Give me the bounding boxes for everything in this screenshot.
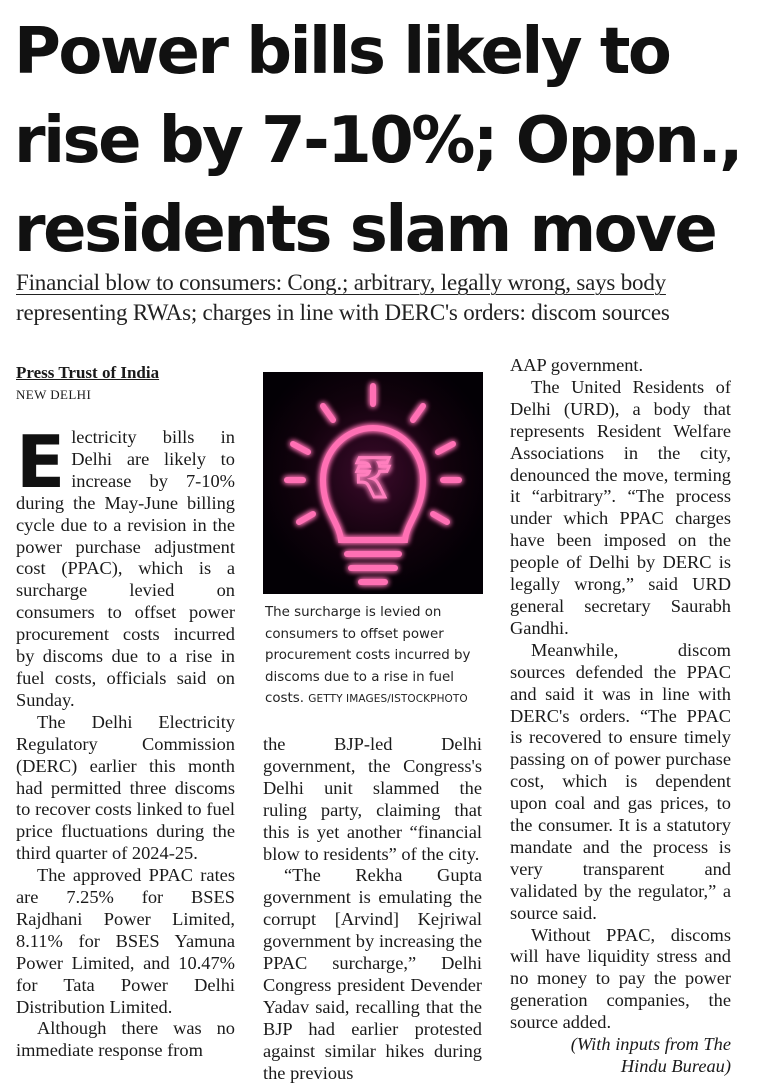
- article-paragraph: the BJP-led Delhi government, the Congress's Delhi unit slammed the ruling party, claiming that this is yet another “financial blow to residents” of the city.: [263, 734, 482, 864]
- rupee-symbol: ₹: [354, 447, 392, 510]
- lightbulb-rupee-photo: [263, 372, 483, 594]
- standfirst-line: representing RWAs; charges in line with DERC's orders: discom sources: [16, 300, 670, 325]
- caption-text: The surcharge is levied on consumers to offset power procurement costs incurred by discoms due to a rise in fuel costs.: [265, 605, 471, 706]
- article-paragraph: The United Residents of Delhi (URD), a body that represents Resident Welfare Associations in the city, denounced the move, terming it “arbitrary”. “The process under which PPAC charges have been imposed on the people of Delhi by DERC is legally wrong,” said URD general secretary Saurabh Gandhi.: [510, 376, 731, 638]
- drop-cap: E: [16, 420, 66, 504]
- standfirst-line: Financial blow to consumers: Cong.; arbitrary, legally wrong, says body: [16, 270, 666, 295]
- article-column-3: [510, 355, 731, 1078]
- headline-line: residents slam move: [14, 193, 716, 267]
- article-paragraph: “The Rekha Gupta government is emulating the corrupt [Arvind] Kejriwal government by increasing the PPAC surcharge,” Delhi Congress president Devender Yadav said, recalling that the BJP had earlier protested against similar hikes during the previous: [263, 865, 482, 1083]
- article-column-2: [263, 734, 482, 1085]
- lightbulb-icon: [263, 372, 483, 594]
- standfirst: [16, 268, 761, 328]
- article-paragraph: AAP government.: [510, 355, 644, 375]
- byline: Press Trust of India: [16, 363, 160, 382]
- article-paragraph: Although there was no immediate response from: [16, 1018, 235, 1061]
- headline-line: Power bills likely to: [14, 15, 670, 89]
- article-paragraph: The approved PPAC rates are 7.25% for BSES Rajdhani Power Limited, 8.11% for BSES Yamuna Power Limited, and 10.47% for Tata Power Delhi Distribution Limited.: [16, 865, 235, 1017]
- headline-line: rise by 7-10%; Oppn.,: [14, 104, 741, 178]
- article-column-1: [16, 362, 235, 1062]
- photo-caption: [265, 602, 487, 711]
- article-paragraph: Without PPAC, discoms will have liquidity stress and no money to pay the power generation companies, the source added.: [510, 924, 731, 1033]
- headline: [14, 8, 764, 275]
- article-paragraph: [16, 420, 235, 712]
- article-paragraph: Meanwhile, discom sources defended the PPAC and said it was in line with DERC's orders. “The PPAC is recovered to ensure timely passing on of power purchase cost, which is dependent upon coal and gas prices, to the consumer. It is a statutory mandate and the process is very transparent and validated by the regulator,” a source said.: [510, 639, 731, 923]
- article-paragraph: The Delhi Electricity Regulatory Commission (DERC) earlier this month had permitted three discoms to recover costs linked to fuel price fluctuations during the third quarter of 2024-25.: [16, 711, 235, 864]
- paragraph-text: lectricity bills in Delhi are likely to increase by 7-10% during the May-June billing cycle due to a revision in the power purchase adjustment cost (PPAC), which is a surcharge levied on consumers to offset power procurement costs incurred by discoms due to a rise in fuel costs, officials said on Sunday.: [16, 427, 235, 710]
- inputs-credit: (With inputs from The Hindu Bureau): [570, 1034, 731, 1076]
- photo-credit: GETTY IMAGES/ISTOCKPHOTO: [308, 693, 468, 705]
- dateline: NEW DELHI: [16, 387, 92, 402]
